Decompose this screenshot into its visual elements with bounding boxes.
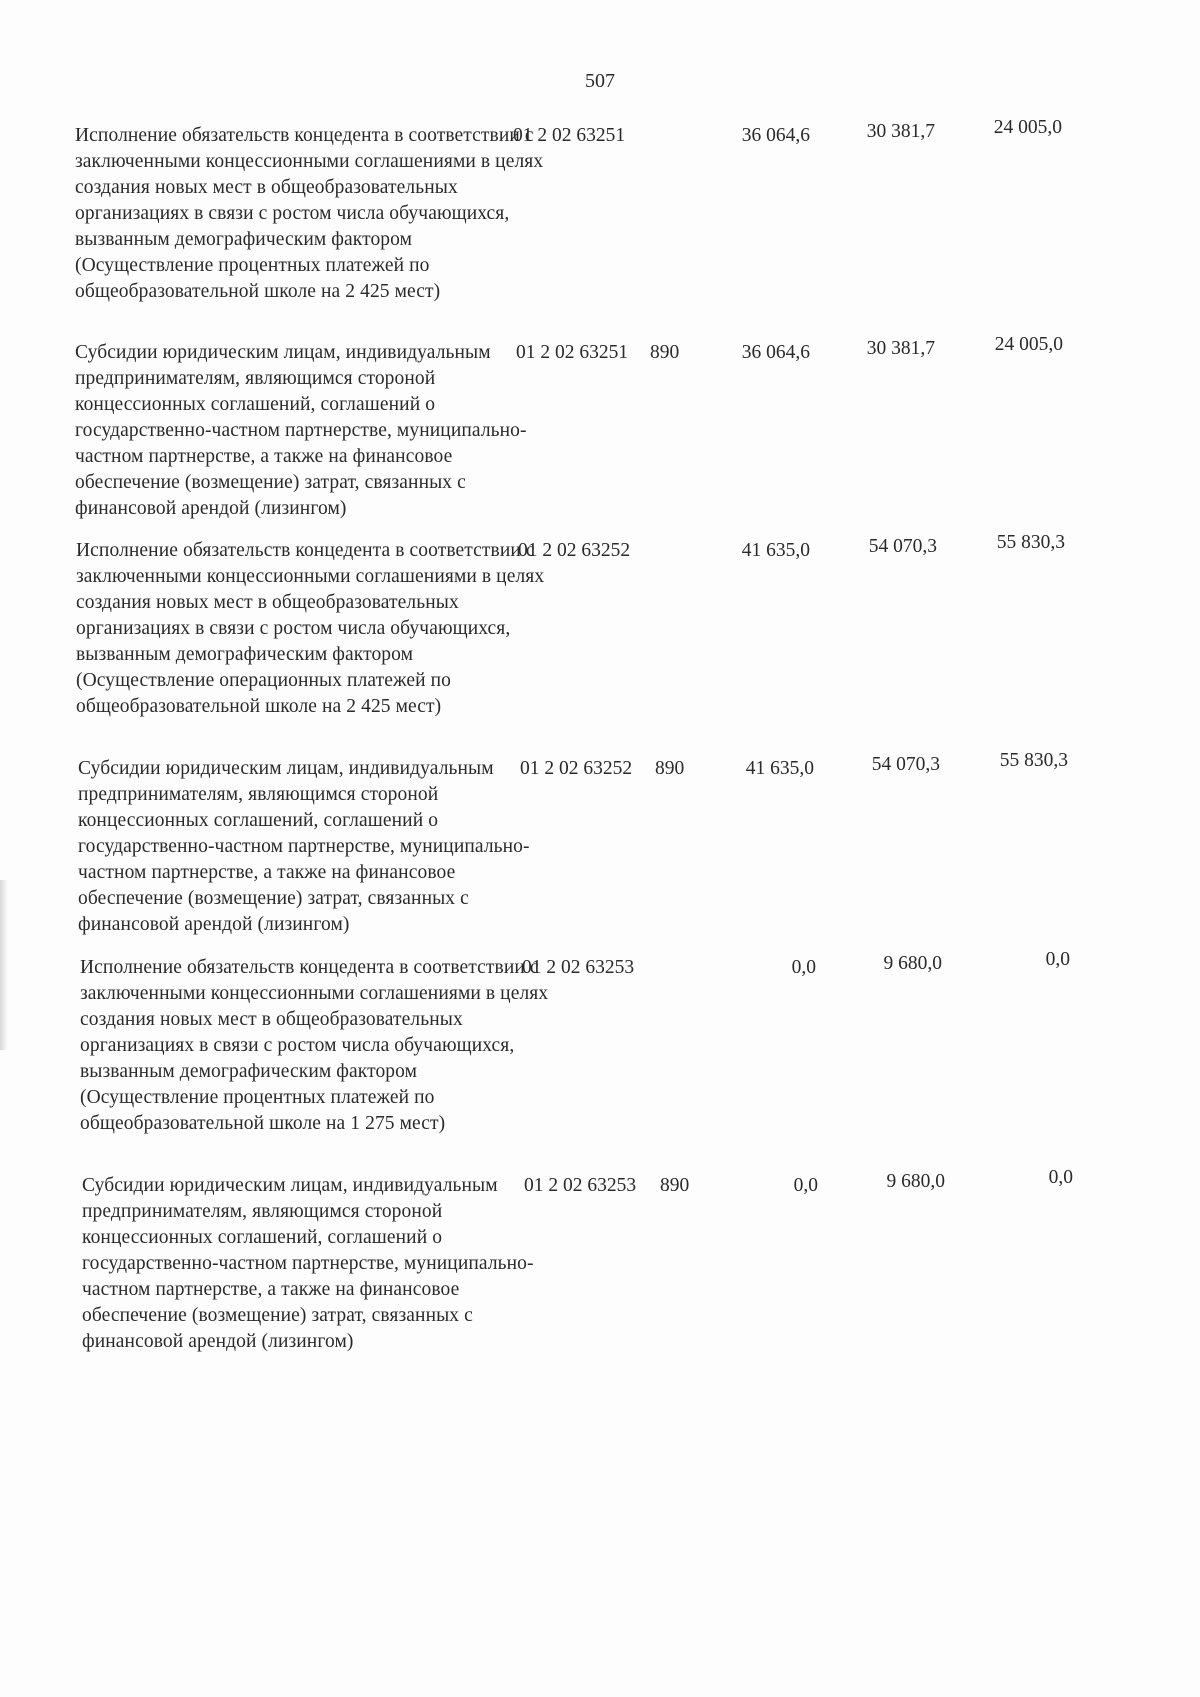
row-target-code: 01 2 02 63252 [518, 540, 631, 561]
row-target-code: 01 2 02 63252 [520, 758, 633, 779]
row-value-year-2: 30 381,7 [866, 338, 935, 359]
scan-edge-shadow [0, 880, 8, 1050]
row-target-code: 01 2 02 63251 [513, 125, 626, 146]
row-description: Субсидии юридическим лицам, индивидуальным предпринимателям, являющимся стороной концессионных соглашений, соглашений о государственно-частном партнерстве, муниципально-частном партнерстве, а также на финансовое обеспечение (возмещение) затрат, связанных с финансовой арендой (лизингом) [82, 1175, 534, 1352]
row-value-year-3: 55 830,3 [996, 532, 1065, 553]
row-target-code: 01 2 02 63253 [524, 1175, 637, 1196]
row-value-year-2: 30 381,7 [866, 121, 935, 142]
row-value-year-2: 54 070,3 [868, 536, 937, 557]
row-value-year-3: 55 830,3 [999, 750, 1068, 771]
row-description: Исполнение обязательств концедента в соответствии с заключенными концессионными соглашениями в целях создания новых мест в общеобразовательных организациях в связи с ростом числа обучающихся, вызванным демографическим фактором (Осуществление процентных платежей по общеобразовательной школе на 2 425 мест) [75, 125, 544, 302]
row-value-year-1: 0,0 [791, 957, 816, 978]
row-description: Субсидии юридическим лицам, индивидуальным предпринимателям, являющимся стороной концессионных соглашений, соглашений о государственно-частном партнерстве, муниципально-частном партнерстве, а также на финансовое обеспечение (возмещение) затрат, связанных с финансовой арендой (лизингом) [75, 342, 527, 519]
row-value-year-1: 36 064,6 [741, 125, 810, 146]
row-value-year-3: 0,0 [1048, 1167, 1073, 1188]
row-value-year-1: 0,0 [793, 1175, 818, 1196]
row-expense-type: 890 [650, 342, 680, 363]
row-value-year-3: 24 005,0 [993, 117, 1062, 138]
row-value-year-2: 9 680,0 [886, 1171, 945, 1192]
row-description: Исполнение обязательств концедента в соответствии с заключенными концессионными соглашениями в целях создания новых мест в общеобразовательных организациях в связи с ростом числа обучающихся, вызванным демографическим фактором (Осуществление процентных платежей по общеобразовательной школе на 1 275 мест) [80, 957, 549, 1134]
row-value-year-3: 24 005,0 [994, 334, 1063, 355]
row-value-year-1: 41 635,0 [741, 540, 810, 561]
row-value-year-3: 0,0 [1045, 949, 1070, 970]
row-target-code: 01 2 02 63251 [516, 342, 629, 363]
row-value-year-2: 9 680,0 [883, 953, 942, 974]
row-expense-type: 890 [660, 1175, 690, 1196]
row-expense-type: 890 [655, 758, 685, 779]
page-number: 507 [585, 70, 615, 92]
row-target-code: 01 2 02 63253 [522, 957, 635, 978]
row-value-year-2: 54 070,3 [871, 754, 940, 775]
row-value-year-1: 36 064,6 [741, 342, 810, 363]
row-description: Исполнение обязательств концедента в соответствии с заключенными концессионными соглашениями в целях создания новых мест в общеобразовательных организациях в связи с ростом числа обучающихся, вызванным демографическим фактором (Осуществление операционных платежей по общеобразовательной школе на 2 425 мест) [76, 540, 545, 717]
row-value-year-1: 41 635,0 [745, 758, 814, 779]
row-description: Субсидии юридическим лицам, индивидуальным предпринимателям, являющимся стороной концессионных соглашений, соглашений о государственно-частном партнерстве, муниципально-частном партнерстве, а также на финансовое обеспечение (возмещение) затрат, связанных с финансовой арендой (лизингом) [78, 758, 530, 935]
